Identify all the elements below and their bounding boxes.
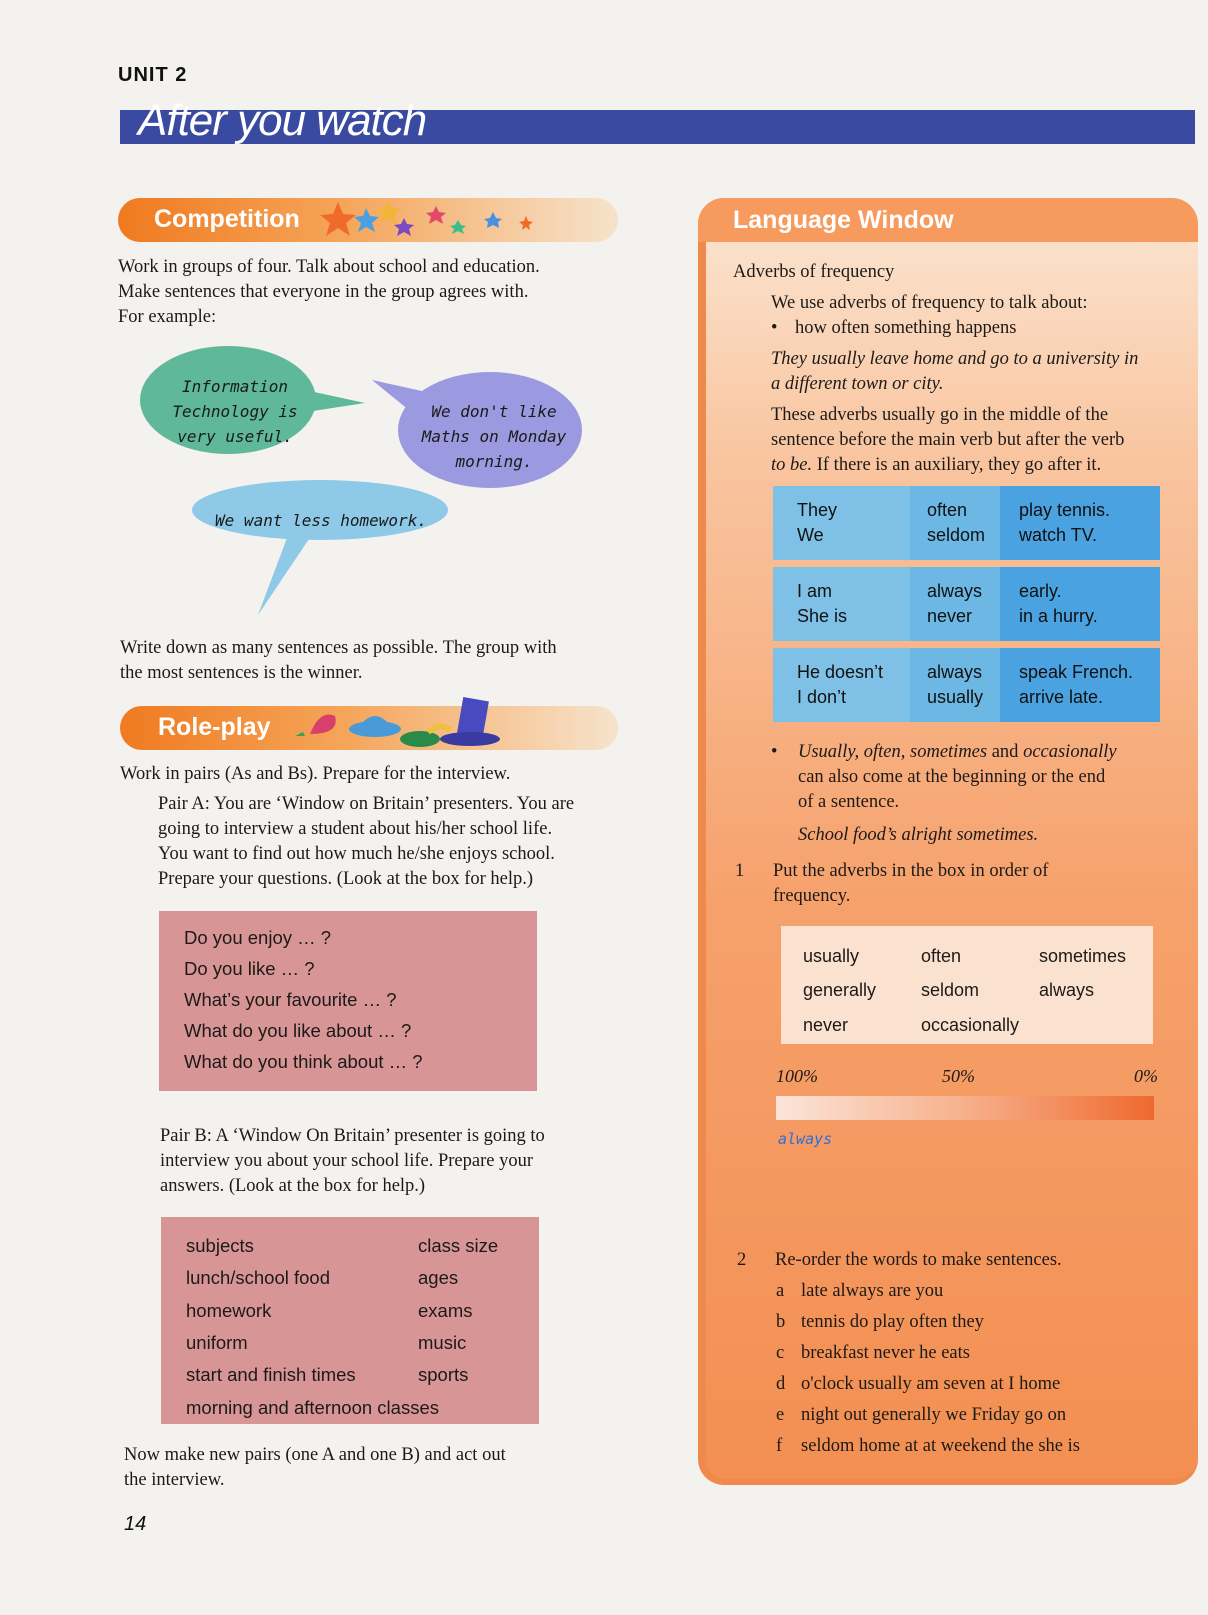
topic-item: morning and afternoon classes (186, 1396, 439, 1418)
question-item: Do you enjoy … ? (184, 927, 332, 948)
unit-label: UNIT 2 (118, 64, 188, 86)
pair-b-instructions: Pair B: A ‘Window On Britain’ presenter is going to interview you about your school life. Prepare your answers. (Look at the box for help.) (160, 1126, 545, 1196)
lw-bullet-2: • Usually, often, sometimes and occasionally can also come at the beginning or the end of a sentence. (771, 742, 1117, 812)
roleplay-intro: Work in pairs (As and Bs). Prepare for the interview. (120, 764, 511, 784)
lw-subtitle: Adverbs of frequency (733, 262, 895, 282)
exercise-2-instructions: Re-order the words to make sentences. (775, 1250, 1062, 1270)
topic-item: start and finish times (186, 1364, 356, 1386)
roleplay-heading: Role-play (158, 713, 271, 741)
reorder-item: b tennis do play often they (776, 1312, 984, 1332)
pair-a-instructions: Pair A: You are ‘Window on Britain’ presenters. You are going to interview a student about his/her school life. You want to find out how much he/she enjoys school. Prepare your questions. (Look at the box for help.) (158, 794, 575, 889)
topic-item: exams (418, 1299, 473, 1321)
adverbs-box (781, 926, 1153, 1044)
topic-item: ages (418, 1267, 459, 1289)
topic-item: uniform (186, 1331, 248, 1353)
page-number: 14 (124, 1513, 147, 1535)
bubble-less-homework: We want less homework. (215, 510, 427, 530)
scale-label-50: 50% (942, 1066, 975, 1086)
roleplay-header (120, 706, 618, 750)
lw-example-2: School food’s alright sometimes. (798, 825, 1039, 845)
adverb-word: always (1039, 980, 1095, 1001)
exercise-2-number: 2 (737, 1250, 747, 1270)
topic-item: subjects (186, 1235, 254, 1256)
stars-decoration-icon (308, 194, 558, 244)
adverb-word: never (803, 1014, 849, 1035)
topic-item: class size (418, 1235, 499, 1256)
frequency-scale-bar (776, 1096, 1154, 1120)
lw-rule: These adverbs usually go in the middle of the sentence before the main verb but after the verb to be. If there is an auxiliary, they go after it. (771, 405, 1125, 475)
adverb-word (1039, 1010, 1153, 1044)
scale-label-0: 0% (1134, 1066, 1158, 1086)
adverb-word: seldom (921, 980, 980, 1001)
scale-start-word: always (778, 1130, 833, 1148)
adverb-word: generally (803, 980, 877, 1001)
exercise-1-instructions: Put the adverbs in the box in order of frequency. (773, 861, 1049, 906)
scale-label-100: 100% (776, 1066, 818, 1086)
question-item: Do you like … ? (184, 958, 315, 979)
bubble-it-useful: Information Technology is very useful. (172, 376, 298, 446)
question-item: What do you like about … ? (184, 1020, 412, 1041)
topic-item: sports (418, 1364, 469, 1386)
adverb-table-row: He doesn’t I don’t always usually speak French. arrive late. (773, 648, 1160, 722)
question-item: What’s your favourite … ? (184, 989, 397, 1010)
adverb-word: often (921, 946, 962, 966)
adverb-word: occasionally (921, 1014, 1020, 1035)
reorder-item: a late always are you (776, 1281, 944, 1301)
competition-header (118, 198, 618, 242)
questions-box (159, 911, 537, 1091)
topic-item: homework (186, 1299, 272, 1321)
lw-example-1: They usually leave home and go to a university in a different town or city. (771, 349, 1139, 394)
competition-outro: Write down as many sentences as possible. The group with the most sentences is the winner. (120, 638, 557, 683)
topic-item: lunch/school food (186, 1267, 330, 1289)
adverb-word: sometimes (1039, 946, 1127, 966)
section-title: After you watch (138, 96, 427, 145)
topic-item: music (418, 1331, 467, 1353)
reorder-item: d o'clock usually am seven at I home (776, 1374, 1061, 1394)
exercise-1-number: 1 (735, 861, 745, 881)
roleplay-outro: Now make new pairs (one A and one B) and act out the interview. (124, 1445, 506, 1490)
reorder-item: f seldom home at at weekend the she is (776, 1436, 1080, 1456)
bubble-maths-monday: We don't like Maths on Monday morning. (421, 401, 567, 471)
lw-bullet-1: • how often something happens (771, 318, 1017, 338)
reorder-item: e night out generally we Friday go on (776, 1405, 1067, 1425)
language-window-title: Language Window (733, 206, 954, 234)
hats-decoration-icon (280, 694, 520, 754)
lw-use-line: We use adverbs of frequency to talk about: (771, 293, 1088, 313)
adverb-table-row: They We often seldom play tennis. watch TV. (773, 486, 1160, 560)
reorder-item: c breakfast never he eats (776, 1343, 970, 1363)
topics-box (161, 1217, 539, 1424)
adverb-word: usually (803, 946, 860, 966)
competition-intro: Work in groups of four. Talk about school and education. Make sentences that everyone in the group agrees with. For example: (118, 257, 540, 327)
adverb-table-row: I am She is always never early. in a hurry. (773, 567, 1160, 641)
question-item: What do you think about … ? (184, 1051, 423, 1072)
competition-heading: Competition (154, 205, 300, 233)
